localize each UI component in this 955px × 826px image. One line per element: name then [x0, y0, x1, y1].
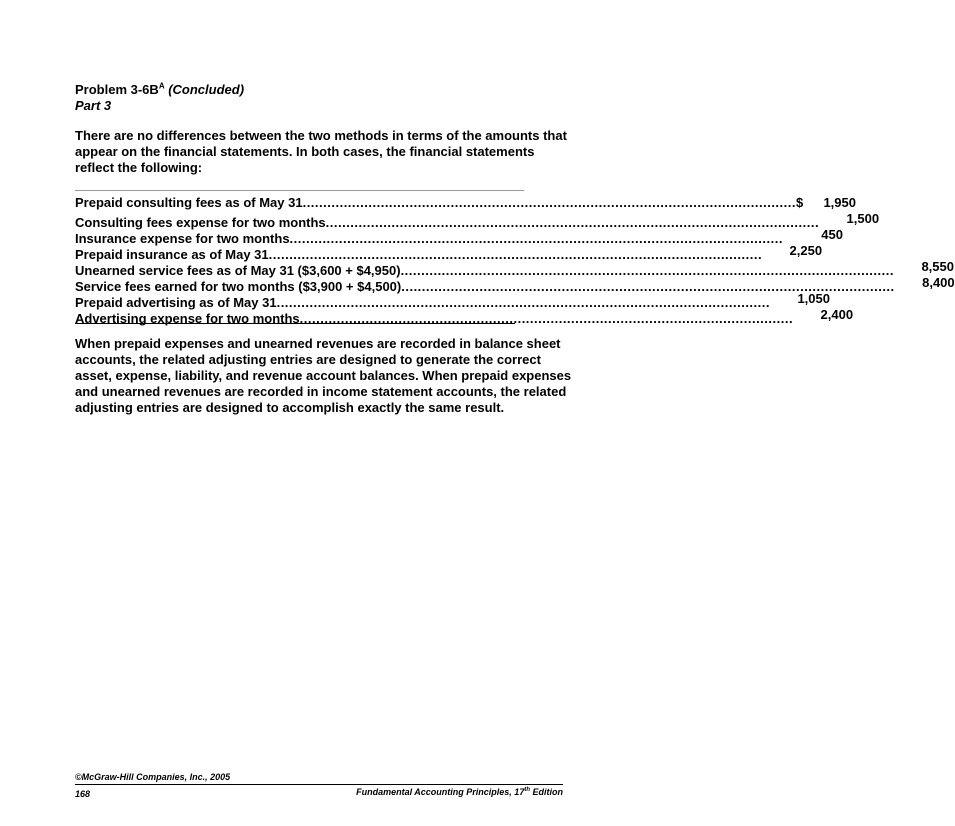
- part-label: Part 3: [75, 98, 112, 113]
- currency-symbol: [770, 291, 780, 307]
- leader-dots: ........................................................................................................................: [276, 295, 770, 310]
- conclusion-paragraph: When prepaid expenses and unearned revenues are recorded in balance sheet accounts, the related adjusting entries are designed to generate the correct asset, expense, liability, and revenue account balances. When prepaid expenses and unearned revenues are recorded in income statement accounts, the related adjusting entries are designed to accomplish exactly the same result.: [75, 336, 572, 415]
- amount-value: 1,950: [823, 195, 856, 210]
- item-label: Consulting fees expense for two months: [75, 215, 326, 230]
- leader-dots: ........................................................................................................................: [400, 263, 894, 278]
- table-top-rule: [75, 190, 524, 191]
- amount-value: 8,550: [921, 259, 954, 274]
- footer-page-number: 168: [75, 789, 91, 799]
- currency-symbol: [762, 243, 772, 259]
- footer-copyright: ©McGraw-Hill Companies, Inc., 2005: [75, 772, 231, 782]
- title-superscript: A: [158, 81, 165, 91]
- leader-dots: ........................................................................................................................: [302, 195, 796, 210]
- problem-title: [75, 81, 244, 98]
- title-main: Problem 3-6B: [75, 82, 159, 97]
- item-label: Unearned service fees as of May 31 ($3,600 + $4,950): [75, 263, 401, 278]
- item-label: Prepaid advertising as of May 31: [75, 295, 277, 310]
- book-title-superscript: th: [524, 787, 530, 793]
- leader-dots: ........................................................................................................................: [325, 215, 820, 230]
- item-label: Insurance expense for two months: [75, 231, 290, 246]
- title-suffix: (Concluded): [164, 82, 245, 97]
- item-amount: [783, 227, 843, 243]
- currency-symbol: $: [796, 195, 804, 210]
- leader-dots: ........................................................................................................................: [299, 311, 794, 326]
- book-title-suffix: Edition: [530, 787, 563, 797]
- currency-symbol: [819, 211, 829, 227]
- amount-value: 1,500: [846, 211, 880, 226]
- list-item: [75, 211, 880, 230]
- item-amount: [762, 243, 822, 259]
- currency-symbol: [793, 307, 803, 323]
- amount-value: 450: [821, 227, 843, 242]
- item-amount: [796, 195, 856, 211]
- book-title-main: Fundamental Accounting Principles, 17: [356, 787, 525, 797]
- leader-dots: ........................................................................................................................: [289, 231, 783, 246]
- item-amount: [770, 291, 830, 307]
- item-label: Advertising expense for two months: [75, 311, 300, 326]
- footer-rule: [75, 784, 563, 785]
- item-label: Prepaid consulting fees as of May 31: [75, 195, 303, 210]
- item-label: Prepaid insurance as of May 31: [75, 247, 269, 262]
- currency-symbol: [895, 275, 905, 291]
- amount-value: 1,050: [797, 291, 830, 306]
- item-amount: [894, 259, 954, 275]
- footer-book-title: [356, 787, 563, 797]
- currency-symbol: [894, 259, 904, 275]
- leader-dots: ........................................................................................................................: [268, 247, 763, 262]
- amount-value: 2,250: [789, 243, 823, 258]
- item-amount: [793, 307, 853, 323]
- amount-value: 2,400: [820, 307, 854, 322]
- intro-paragraph: There are no differences between the two methods in terms of the amounts that appear on the financial statements. In both cases, the financial statements reflect the following:: [75, 128, 567, 175]
- leader-dots: ........................................................................................................................: [401, 279, 895, 294]
- item-amount: [819, 211, 879, 227]
- currency-symbol: [783, 227, 793, 243]
- item-label: Service fees earned for two months ($3,900 + $4,500): [75, 279, 402, 294]
- amount-value: 8,400: [922, 275, 955, 290]
- amounts-list: [75, 195, 955, 326]
- item-amount: [895, 275, 955, 291]
- list-item: [75, 195, 856, 211]
